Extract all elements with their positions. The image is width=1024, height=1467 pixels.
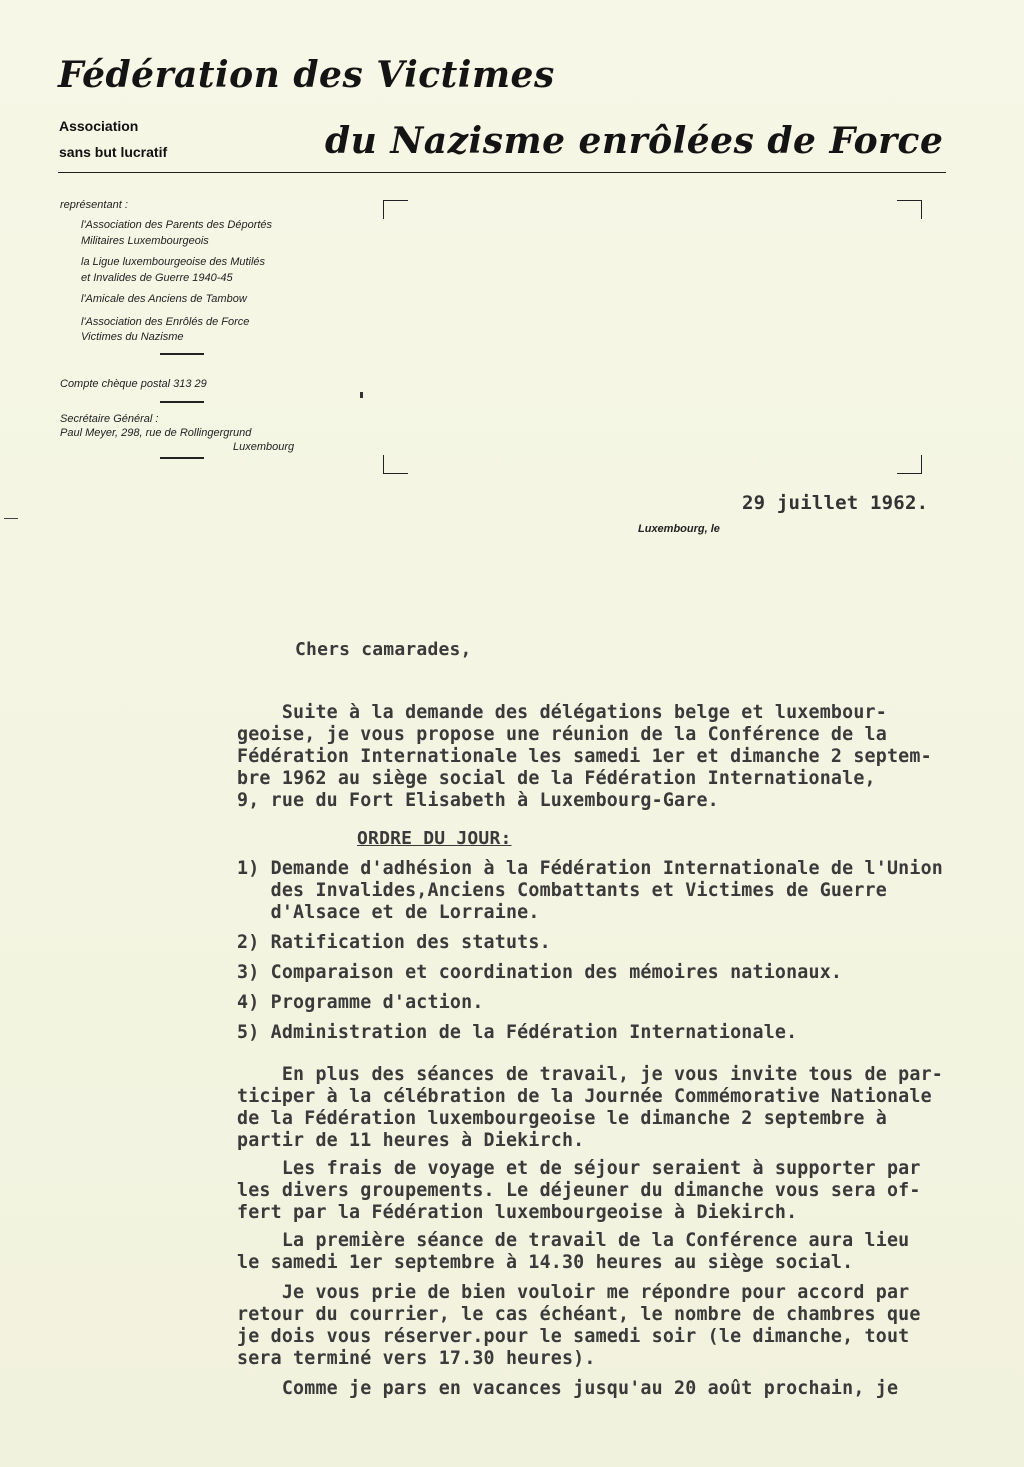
paragraph-3-line: les divers groupements. Le déjeuner du dimanche vous sera of- bbox=[237, 1180, 921, 1201]
typed-date: 29 juillet 1962. bbox=[742, 492, 929, 514]
paragraph-3-line: fert par la Fédération luxembourgeoise à Diekirch. bbox=[237, 1202, 798, 1223]
member-4-line2: Victimes du Nazisme bbox=[81, 331, 184, 343]
agenda-item: 2) Ratification des statuts. bbox=[237, 932, 551, 953]
sidebar-divider bbox=[160, 457, 204, 459]
agenda-item: des Invalides,Anciens Combattants et Victimes de Guerre bbox=[237, 880, 887, 901]
address-window-corner bbox=[383, 455, 408, 474]
agenda-item: d'Alsace et de Lorraine. bbox=[237, 902, 540, 923]
agenda-item: 5) Administration de la Fédération Internationale. bbox=[237, 1022, 798, 1043]
address-window-corner bbox=[383, 200, 408, 219]
ink-dot bbox=[360, 392, 363, 398]
sidebar-divider bbox=[160, 401, 204, 403]
association-label: Association bbox=[59, 118, 139, 134]
member-2-line2: et Invalides de Guerre 1940-45 bbox=[81, 272, 233, 284]
secretaire-city: Luxembourg bbox=[233, 441, 295, 453]
paragraph-2-line: En plus des séances de travail, je vous invite tous de par- bbox=[237, 1064, 943, 1085]
paragraph-2-line: partir de 11 heures à Diekirch. bbox=[237, 1130, 585, 1151]
paragraph-1-line: Suite à la demande des délégations belge et luxembour- bbox=[237, 702, 887, 723]
salutation: Chers camarades, bbox=[295, 639, 472, 660]
paragraph-2-line: de la Fédération luxembourgeoise le dimanche 2 septembre à bbox=[237, 1108, 887, 1129]
representant-label: représentant : bbox=[60, 199, 128, 211]
member-1-line2: Militaires Luxembourgeois bbox=[81, 235, 209, 247]
paragraph-5-line: Je vous prie de bien vouloir me répondre pour accord par bbox=[237, 1282, 910, 1303]
paragraph-1-line: geoise, je vous propose une réunion de la Conférence de la bbox=[237, 724, 887, 745]
letterhead-title-line2: du Nazisme enrôlées de Force bbox=[325, 120, 944, 162]
agenda-item: 4) Programme d'action. bbox=[237, 992, 484, 1013]
agenda-item: 3) Comparaison et coordination des mémoires nationaux. bbox=[237, 962, 843, 983]
address-window-corner bbox=[897, 200, 922, 219]
paragraph-4-line: le samedi 1er septembre à 14.30 heures au siège social. bbox=[237, 1252, 854, 1273]
secretaire-label: Secrétaire Général : bbox=[60, 413, 159, 425]
member-4-line1: l'Association des Enrôlés de Force bbox=[81, 316, 250, 328]
member-1-line1: l'Association des Parents des Déportés bbox=[81, 219, 273, 231]
member-3-line1: l'Amicale des Anciens de Tambow bbox=[81, 293, 247, 305]
agenda-heading: ORDRE DU JOUR: bbox=[357, 828, 512, 849]
paragraph-5-line: retour du courrier, le cas échéant, le nombre de chambres que bbox=[237, 1304, 921, 1325]
paragraph-4-line: La première séance de travail de la Conférence aura lieu bbox=[237, 1230, 910, 1251]
paragraph-1-line: bre 1962 au siège social de la Fédération Internationale, bbox=[237, 768, 876, 789]
compte-postal: Compte chèque postal 313 29 bbox=[60, 378, 207, 390]
paragraph-5-line: je dois vous réserver.pour le samedi soir (le dimanche, tout bbox=[237, 1326, 910, 1347]
place-label: Luxembourg, le bbox=[638, 523, 720, 535]
letterhead-rule bbox=[58, 172, 946, 173]
sidebar-divider bbox=[160, 353, 204, 355]
address-window-corner bbox=[897, 455, 922, 474]
agenda-item: 1) Demande d'adhésion à la Fédération Internationale de l'Union bbox=[237, 858, 943, 879]
paragraph-3-line: Les frais de voyage et de séjour seraient à supporter par bbox=[237, 1158, 921, 1179]
secretaire-address: Paul Meyer, 298, rue de Rollingergrund bbox=[60, 427, 252, 439]
association-type-label: sans but lucratif bbox=[59, 144, 168, 160]
paragraph-1-line: Fédération Internationale les samedi 1er et dimanche 2 septem- bbox=[237, 746, 932, 767]
paragraph-5-line: sera terminé vers 17.30 heures). bbox=[237, 1348, 596, 1369]
paragraph-6-line: Comme je pars en vacances jusqu'au 20 août prochain, je bbox=[237, 1378, 899, 1399]
member-2-line1: la Ligue luxembourgeoise des Mutilés bbox=[81, 256, 266, 268]
paragraph-1-line: 9, rue du Fort Elisabeth à Luxembourg-Gare. bbox=[237, 790, 719, 811]
fold-mark bbox=[4, 518, 18, 519]
letterhead-title-line1: Fédération des Victimes bbox=[58, 54, 555, 96]
paragraph-2-line: ticiper à la célébration de la Journée Commémorative Nationale bbox=[237, 1086, 932, 1107]
